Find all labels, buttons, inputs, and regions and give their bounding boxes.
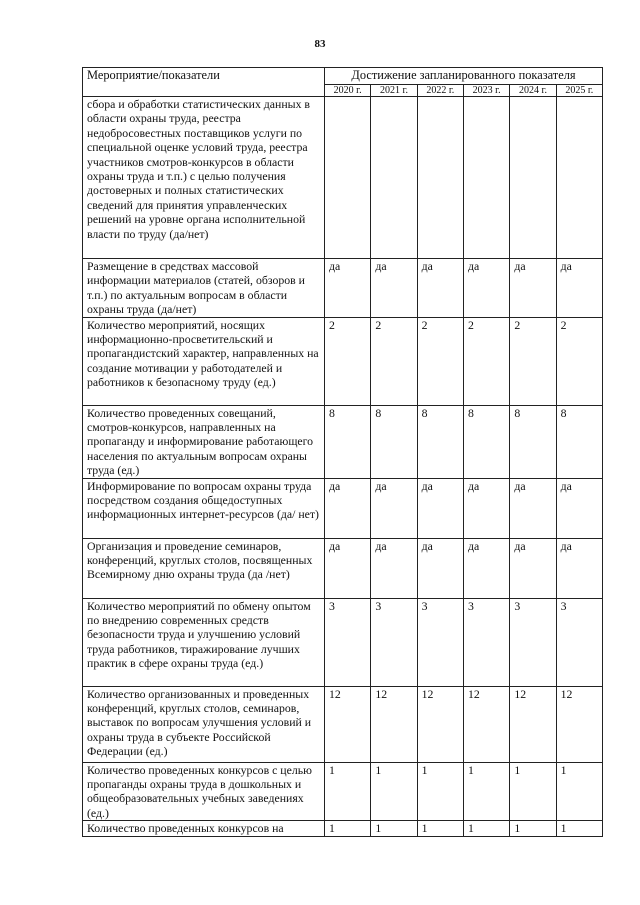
row-value: 2 xyxy=(556,317,602,405)
table-row xyxy=(83,821,603,836)
row-value: да xyxy=(417,259,463,318)
row-value: 12 xyxy=(417,686,463,762)
row-value: 3 xyxy=(371,598,417,686)
row-indicator-name: Размещение в средствах массовой информации материалов (статей, обзоров и т.п.) по актуальным вопросам в области охраны труда (да/нет) xyxy=(83,259,325,318)
row-value xyxy=(417,97,463,259)
row-value: да xyxy=(325,259,371,318)
row-value: 2 xyxy=(463,317,509,405)
header-year: 2022 г. xyxy=(417,85,463,97)
row-indicator-name: Количество организованных и проведенных конференций, круглых столов, семинаров, выставок по вопросам улучшения условий и охраны труда в субъекте Российской Федерации (ед.) xyxy=(83,686,325,762)
row-indicator-name: Информирование по вопросам охраны труда посредством создания общедоступных информационных интернет-ресурсов (да/ нет) xyxy=(83,478,325,538)
row-value: 8 xyxy=(371,405,417,478)
row-value: 1 xyxy=(371,821,417,836)
row-value: 2 xyxy=(417,317,463,405)
table-row xyxy=(83,686,603,762)
table-row xyxy=(83,97,603,259)
row-value: 12 xyxy=(463,686,509,762)
row-indicator-name: Организация и проведение семинаров, конференций, круглых столов, посвященных Всемирному дню охраны труда (да /нет) xyxy=(83,538,325,598)
row-value: да xyxy=(325,538,371,598)
row-value: 8 xyxy=(510,405,556,478)
row-value: да xyxy=(371,259,417,318)
table-row xyxy=(83,405,603,478)
row-value: 3 xyxy=(463,598,509,686)
table-row xyxy=(83,478,603,538)
table-row xyxy=(83,317,603,405)
row-value xyxy=(510,97,556,259)
row-indicator-name: сбора и обработки статистических данных в области охраны труда, реестра недобросовестных поставщиков услуги по специальной оценке условий труда, реестра участников смотров-конкурсов в области охраны труда и т.п.) с целью получения достоверных и полных статистических сведений для принятия управленческих решений на уровне органа исполнительной власти по труду (да/нет) xyxy=(83,97,325,259)
row-value: 12 xyxy=(371,686,417,762)
row-value xyxy=(463,97,509,259)
row-value xyxy=(556,97,602,259)
row-value: 8 xyxy=(556,405,602,478)
row-value: 1 xyxy=(556,821,602,836)
row-value: да xyxy=(371,478,417,538)
row-value: 1 xyxy=(463,762,509,821)
header-group-label: Достижение запланированного показателя xyxy=(325,68,603,85)
row-value: да xyxy=(510,259,556,318)
row-value: да xyxy=(463,478,509,538)
table-row xyxy=(83,259,603,318)
row-value: 3 xyxy=(556,598,602,686)
table-row xyxy=(83,538,603,598)
header-year: 2020 г. xyxy=(325,85,371,97)
row-value: да xyxy=(325,478,371,538)
row-value: 1 xyxy=(325,821,371,836)
page-number: 83 xyxy=(314,38,326,50)
header-year: 2025 г. xyxy=(556,85,602,97)
row-value: да xyxy=(510,478,556,538)
row-value: да xyxy=(463,538,509,598)
row-value: да xyxy=(556,538,602,598)
table-row xyxy=(83,598,603,686)
row-value: 12 xyxy=(510,686,556,762)
row-value: 12 xyxy=(325,686,371,762)
row-value: 1 xyxy=(417,821,463,836)
row-indicator-name: Количество мероприятий по обмену опытом по внедрению современных средств безопасности труда и улучшению условий труда работников, тиражирование лучших практик в сфере охраны труда (ед.) xyxy=(83,598,325,686)
header-name-column: Мероприятие/показатели xyxy=(83,68,325,97)
table-body xyxy=(83,97,603,837)
row-indicator-name: Количество мероприятий, носящих информационно-просветительский и пропагандистский характер, направленных на создание мотивации у работодателей и работников к безопасному труду (ед.) xyxy=(83,317,325,405)
row-value: да xyxy=(417,538,463,598)
row-value: 1 xyxy=(556,762,602,821)
row-indicator-name: Количество проведенных конкурсов на xyxy=(83,821,325,836)
row-value xyxy=(325,97,371,259)
row-value: да xyxy=(556,478,602,538)
table-header xyxy=(83,68,603,97)
row-value: 3 xyxy=(510,598,556,686)
row-value: 2 xyxy=(325,317,371,405)
row-value: да xyxy=(556,259,602,318)
row-value: 1 xyxy=(463,821,509,836)
row-value: 8 xyxy=(463,405,509,478)
row-value: 8 xyxy=(325,405,371,478)
row-value: 2 xyxy=(510,317,556,405)
row-value: 1 xyxy=(371,762,417,821)
row-value: 3 xyxy=(325,598,371,686)
row-value: да xyxy=(371,538,417,598)
row-indicator-name: Количество проведенных конкурсов с целью пропаганды охраны труда в дошкольных и общеобразовательных учебных заведениях (ед.) xyxy=(83,762,325,821)
row-indicator-name: Количество проведенных совещаний, смотров-конкурсов, направленных на пропаганду и информирование работающего населения по актуальным вопросам охраны труда (ед.) xyxy=(83,405,325,478)
row-value: да xyxy=(463,259,509,318)
row-value: да xyxy=(417,478,463,538)
row-value: да xyxy=(510,538,556,598)
row-value: 1 xyxy=(325,762,371,821)
row-value: 1 xyxy=(510,821,556,836)
row-value: 8 xyxy=(417,405,463,478)
row-value: 2 xyxy=(371,317,417,405)
row-value: 1 xyxy=(417,762,463,821)
row-value xyxy=(371,97,417,259)
row-value: 1 xyxy=(510,762,556,821)
row-value: 3 xyxy=(417,598,463,686)
header-year: 2021 г. xyxy=(371,85,417,97)
header-year: 2023 г. xyxy=(463,85,509,97)
indicators-table xyxy=(82,67,603,837)
row-value: 12 xyxy=(556,686,602,762)
header-year: 2024 г. xyxy=(510,85,556,97)
table-row xyxy=(83,762,603,821)
